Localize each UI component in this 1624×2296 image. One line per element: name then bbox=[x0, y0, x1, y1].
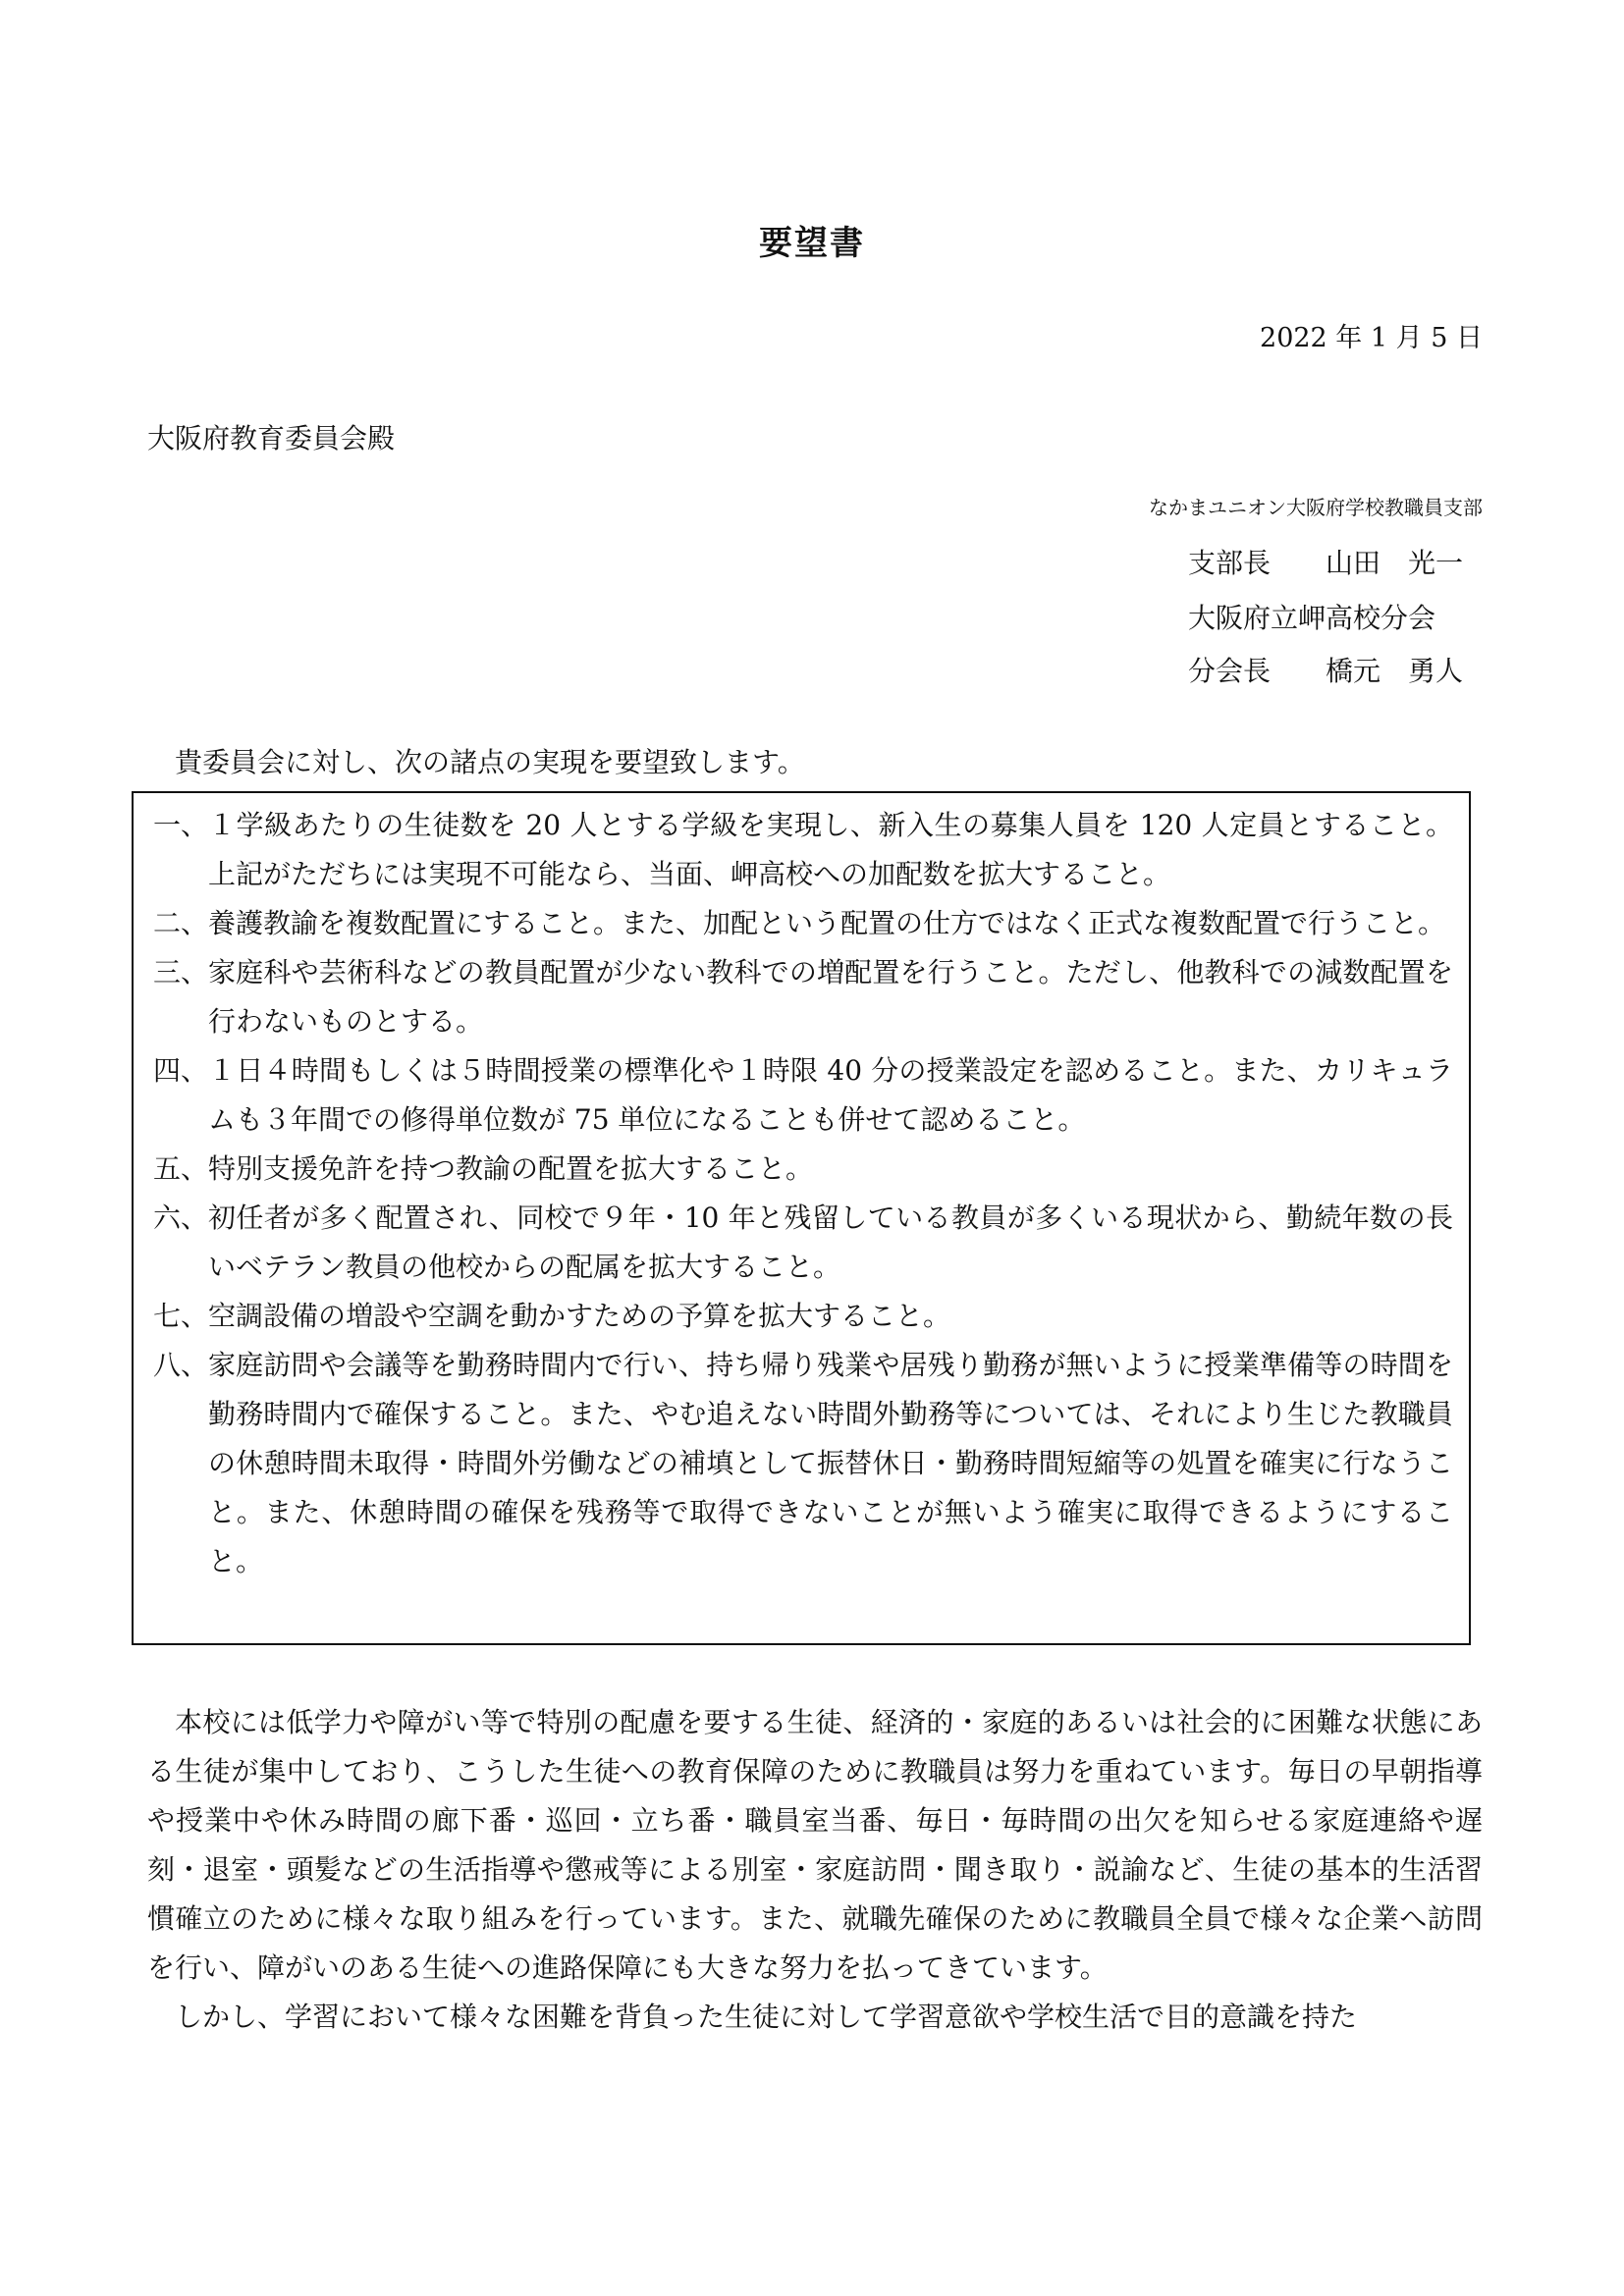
sender-organization: なかまユニオン大阪府学校教職員支部 bbox=[1149, 496, 1483, 519]
request-text: １日４時間もしくは５時間授業の標準化や１時限 40 分の授業設定を認めること。また、カリキュラムも３年間での修得単位数が 75 単位になることも併せて認めること。 bbox=[208, 1054, 1453, 1136]
request-text: 家庭科や芸術科などの教員配置が少ない教科での増配置を行うこと。ただし、他教科での減数配置を行わないものとする。 bbox=[208, 956, 1453, 1038]
request-number: 五、 bbox=[153, 1152, 209, 1185]
request-number: 八、 bbox=[153, 1349, 209, 1381]
request-item bbox=[153, 801, 1453, 899]
request-item bbox=[153, 1194, 1453, 1292]
body-paragraph: しかし、学習において様々な困難を背負った生徒に対して学習意欲や学校生活で目的意識を持た bbox=[175, 2001, 1358, 2033]
request-item bbox=[153, 1046, 1453, 1145]
sender-school-branch: 大阪府立岬高校分会 bbox=[1188, 602, 1436, 634]
request-text: 養護教諭を複数配置にすること。また、加配という配置の仕方ではなく正式な複数配置で行うこと。 bbox=[208, 907, 1446, 939]
request-text: 特別支援免許を持つ教諭の配置を拡大すること。 bbox=[208, 1152, 814, 1185]
request-item bbox=[153, 899, 1453, 948]
body-paragraph: 本校には低学力や障がい等で特別の配慮を要する生徒、経済的・家庭的あるいは社会的に困難な状態にある生徒が集中しており、こうした生徒への教育保障のために教職員は努力を重ねています。毎日の早朝指導や授業中や休み時間の廊下番・巡回・立ち番・職員室当番、毎日・毎時間の出欠を知らせる家庭連絡や遅刻・退室・頭髪などの生活指導や懲戒等による別室・家庭訪問・聞き取り・説諭など、生徒の基本的生活習慣確立のために様々な取り組みを行っています。また、就職先確保のために教職員全員で様々な企業へ訪問を行い、障がいのある生徒への進路保障にも大きな努力を払ってきています。 bbox=[147, 1706, 1483, 1984]
request-number: 二、 bbox=[153, 907, 209, 939]
request-text: 空調設備の増設や空調を動かすための予算を拡大すること。 bbox=[208, 1300, 951, 1332]
request-text: 家庭訪問や会議等を勤務時間内で行い、持ち帰り残業や居残り勤務が無いように授業準備等の時間を勤務時間内で確保すること。また、やむ追えない時間外勤務等については、それにより生じた教職員の休憩時間未取得・時間外労働などの補填として振替休日・勤務時間短縮等の処置を確実に行なうこと。また、休憩時間の確保を残務等で取得できないことが無いよう確実に取得できるようにすること。 bbox=[208, 1349, 1453, 1577]
document-date: 2022 年 1 月 5 日 bbox=[1260, 323, 1483, 353]
request-number: 六、 bbox=[153, 1201, 209, 1234]
recipient: 大阪府教育委員会殿 bbox=[147, 422, 396, 454]
request-number: 四、 bbox=[153, 1054, 209, 1087]
intro-text: 貴委員会に対し、次の諸点の実現を要望致します。 bbox=[175, 746, 805, 778]
request-item bbox=[153, 1292, 1453, 1341]
request-item bbox=[153, 1145, 1453, 1194]
request-number: 一、 bbox=[153, 809, 209, 841]
sender-branch-head: 分会長 橋元 勇人 bbox=[1188, 655, 1464, 687]
document-title: 要望書 bbox=[759, 224, 865, 263]
sender-branch-chief: 支部長 山田 光一 bbox=[1188, 547, 1464, 579]
request-item bbox=[153, 1341, 1453, 1586]
request-item bbox=[153, 948, 1453, 1046]
request-list bbox=[132, 791, 1471, 1645]
request-number: 三、 bbox=[153, 956, 209, 988]
body-text bbox=[147, 1698, 1483, 2042]
request-text: 初任者が多く配置され、同校で９年・10 年と残留している教員が多くいる現状から、勤続年数の長いベテラン教員の他校からの配属を拡大すること。 bbox=[208, 1201, 1453, 1283]
request-number: 七、 bbox=[153, 1300, 209, 1332]
request-text: １学級あたりの生徒数を 20 人とする学級を実現し、新入生の募集人員を 120 人定員とすること。上記がただちには実現不可能なら、当面、岬高校への加配数を拡大すること。 bbox=[208, 809, 1453, 890]
